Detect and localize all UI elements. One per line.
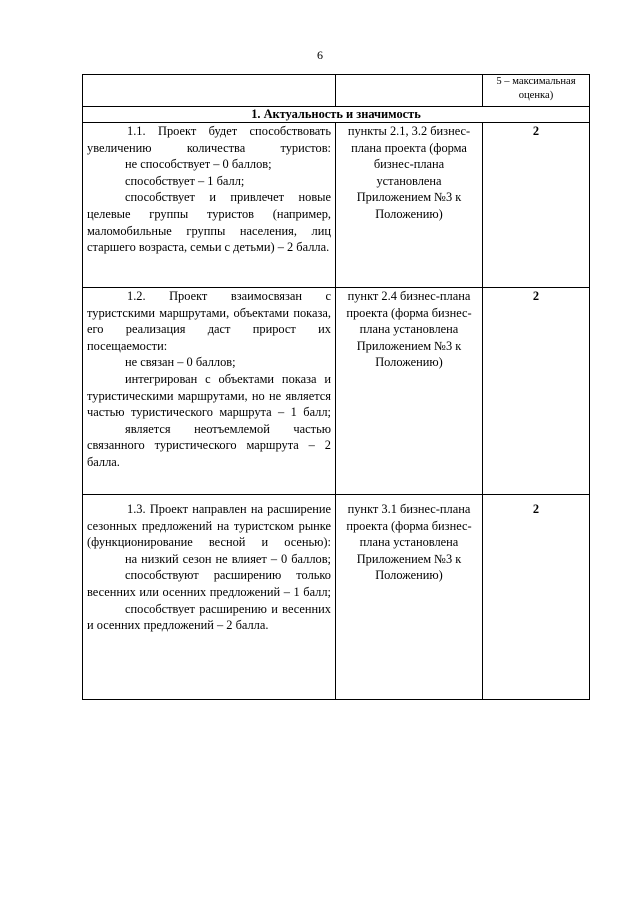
score-cell: 2 xyxy=(483,123,590,288)
criterion-option: на низкий сезон не влияет – 0 баллов; xyxy=(125,551,331,566)
criterion-option: не способствует – 0 баллов; xyxy=(125,157,272,172)
criterion-option: не связан – 0 баллов; xyxy=(125,355,236,370)
table-row xyxy=(83,495,590,700)
table-row xyxy=(83,123,590,288)
criterion-option: способствует расширению и весенних и осенних предложений – 2 балла. xyxy=(87,601,331,633)
criterion-cell xyxy=(83,288,336,495)
criterion-option: является неотъемлемой частью связанного туристического маршрута – 2 балла. xyxy=(87,421,331,469)
section-title: 1. Актуальность и значимость xyxy=(83,107,590,123)
table-header-row xyxy=(83,75,590,107)
criterion-cell xyxy=(83,123,336,288)
criterion-option: способствует и привлечет новые целевые группы туристов (например, маломобильные группы населения, лиц старшего возраста, семьи с детьми) – 2 балла. xyxy=(87,190,331,255)
criteria-table xyxy=(82,74,590,700)
header-cell-source xyxy=(336,75,483,107)
score-cell: 2 xyxy=(483,288,590,495)
section-row xyxy=(83,107,590,123)
criterion-option: способствуют расширению только весенних или осенних предложений – 1 балл; xyxy=(87,568,331,599)
page-number: 6 xyxy=(317,48,323,62)
source-cell: пункт 2.4 бизнес-плана проекта (форма бизнес-плана установлена Приложением №3 к Положению) xyxy=(336,288,483,495)
header-cell-criterion xyxy=(83,75,336,107)
header-cell-score: 5 – максимальная оценка) xyxy=(483,75,590,107)
source-cell: пункты 2.1, 3.2 бизнес-плана проекта (форма бизнес-плана установлена Приложением №3 к Положению) xyxy=(336,123,483,288)
criterion-text: 1.1. Проект будет способствовать увеличению количества туристов: xyxy=(87,124,331,155)
criterion-cell xyxy=(83,495,336,700)
table-row xyxy=(83,288,590,495)
criterion-text: 1.2. Проект взаимосвязан с туристскими маршрутами, объектами показа, его реализация даст прирост их посещаемости: xyxy=(87,289,331,353)
source-cell: пункт 3.1 бизнес-плана проекта (форма бизнес-плана установлена Приложением №3 к Положению) xyxy=(336,495,483,700)
criterion-option: способствует – 1 балл; xyxy=(125,173,245,188)
score-cell: 2 xyxy=(483,495,590,700)
criterion-option: интегрирован с объектами показа и туристическими маршрутами, но не является частью туристического маршрута – 1 балл; xyxy=(87,371,331,420)
criterion-text: 1.3. Проект направлен на расширение сезонных предложений на туристском рынке (функционирование весной и осенью): xyxy=(87,502,331,550)
